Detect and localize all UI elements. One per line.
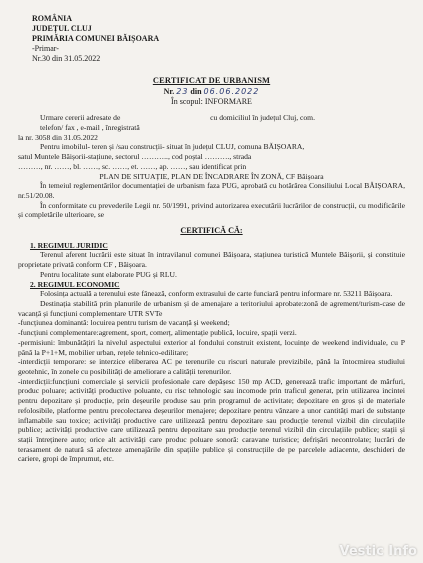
pug-basis-paragraph: În temeiul reglementărilor documentației de urbanism faza PUG, aprobată cu hotărârea Consiliului Local BĂIȘOARA, nr.51/20.08. (18, 181, 405, 200)
din-label: din (190, 86, 202, 96)
county: JUDEȚUL CLUJ (32, 24, 92, 33)
section-economic-regime-title: 2. REGIMUL ECONOMIC (30, 279, 120, 289)
intro-contact-line: telefon/ fax , e-mail , înregistrată (40, 122, 140, 132)
economic-dominant-function: -funcțiunea dominantă: locuirea pentru turism de vacanță și weekend; (18, 318, 230, 328)
economic-permissions: -permisiuni: îmbunătățiri la nivelul aspectului exterior al fondului construit existent, locuințe de weekend individuale, cu P până la P+1+M, mobilier urban, rețele tehnico-edilitare; (18, 337, 405, 357)
nr-value-handwritten: 23 (176, 86, 189, 96)
economic-temporary-prohibitions: -interdicții temporare: se interzice eliberarea AC pe terenurile cu riscuri naturale previzibile, până la întocmirea studiului geotehnic, în zonele cu posibilități de ameliorare a calității terenurilor. (18, 357, 405, 376)
legal-regime-paragraph-2: Pentru localitate sunt elaborate PUG și RLU. (40, 269, 177, 279)
economic-complementary-functions: -funcțiuni complementare:agrement, sport, comerț, alimentație publică, locuire, spații verzi. (18, 328, 297, 338)
property-location-line: Pentru imobilul- teren și /sau construcții- situat în județul CLUJ, comuna BĂIȘOARA, (40, 142, 305, 152)
registration-number: Nr.30 din 31.05.2022 (32, 54, 101, 63)
certifies-heading: CERTIFICĂ CĂ: (180, 226, 243, 236)
economic-prohibitions: -interdicții:funcțiuni comerciale și servicii profesionale care depășesc 150 mp ACD, generează trafic important de mărfuri, produc poluare; activități productive poluante, cu risc tehnologic sau incomode prin traficul generat, prin utilizarea incintei pentru depozitare și producție, prin deșeurile produse sau prin programul de activitate; depozitare en gros și de materiale refolosibile, platforme pentru precolectarea deșeurilor menajere; depozitare pentru vânzare a unor cantități mari de substanțe inflamabile sau toxice; activități productive care utilizează pentru depozitare sau producție terenul vizibil din circulațiile publice; activități productive care utilizează pentru depozitare sau producție terenul vizibil din circulațiile publice; stații și stații întreținere auto; orice alt activități care produc poluare sonoră: caravane turistice; defrișări necontrolate; lucrări de terasament de natură să afecteze amenajările din spațiile publice și construcțiile de pe parcelele adiacente, deschideri de cariere, gropi de împrumut, etc. (18, 376, 405, 464)
document-title: CERTIFICAT DE URBANISM (152, 76, 271, 85)
section-legal-regime-title: 1. REGIMUL JURIDIC (30, 240, 108, 250)
purpose-line: În scopul: INFORMARE (171, 96, 252, 106)
council: PRIMĂRIA COMUNEI BĂIȘOARA (32, 34, 160, 43)
nr-label: Nr. (163, 86, 175, 96)
economic-regime-paragraph-2: Destinația stabilită prin planurile de urbanism și de amenajare a teritoriului aprobate:zonă de agrement/turism-case de vacanță și funcțiuni complementare UTR SVTe (18, 298, 405, 318)
redacted-name (122, 113, 208, 120)
economic-regime-paragraph-1: Folosința actuală a terenului este fânează, conform extrasului de carte funciară pentru informare nr. 53211 Băișoara. (40, 289, 393, 299)
property-address-line: ………, nr. ……, bl. ……, sc. ……, et. ……, ap. ……, sau identificat prin (18, 161, 247, 171)
issuer-header (32, 14, 405, 64)
country: ROMÂNIA (32, 14, 72, 23)
certificate-number-line (18, 87, 405, 97)
role: -Primar- (32, 44, 59, 53)
intro-paragraph-1: Urmare cererii adresate de cu domiciliul în județul Cluj, com. (40, 113, 315, 123)
intro-registration-line: la nr. 3058 din 31.05.2022 (18, 132, 98, 142)
plan-identification-line: PLAN DE SITUAȚIE, PLAN DE ÎNCADRARE ÎN ZONĂ, CF Băișoara (99, 171, 324, 181)
legal-regime-paragraph-1: Terenul aferent lucrării este situat în intravilanul comunei Băișoara, stațiunea turistică Muntele Băișorii, și constituie proprietate privată conform CF , Băișoara. (18, 250, 405, 270)
watermark-logo: Vestic Info (339, 544, 417, 560)
property-village-line: satul Muntele Băișorii-stațiune, sectorul ……….., cod poștal ………., strada (18, 152, 252, 162)
law-basis-paragraph: În conformitate cu prevederile Legii nr. 50/1991, privind autorizarea executării lucrărilor de construcții, cu modificările și completările ulterioare, se (18, 200, 405, 220)
date-handwritten: 06.06.2022 (203, 86, 260, 96)
